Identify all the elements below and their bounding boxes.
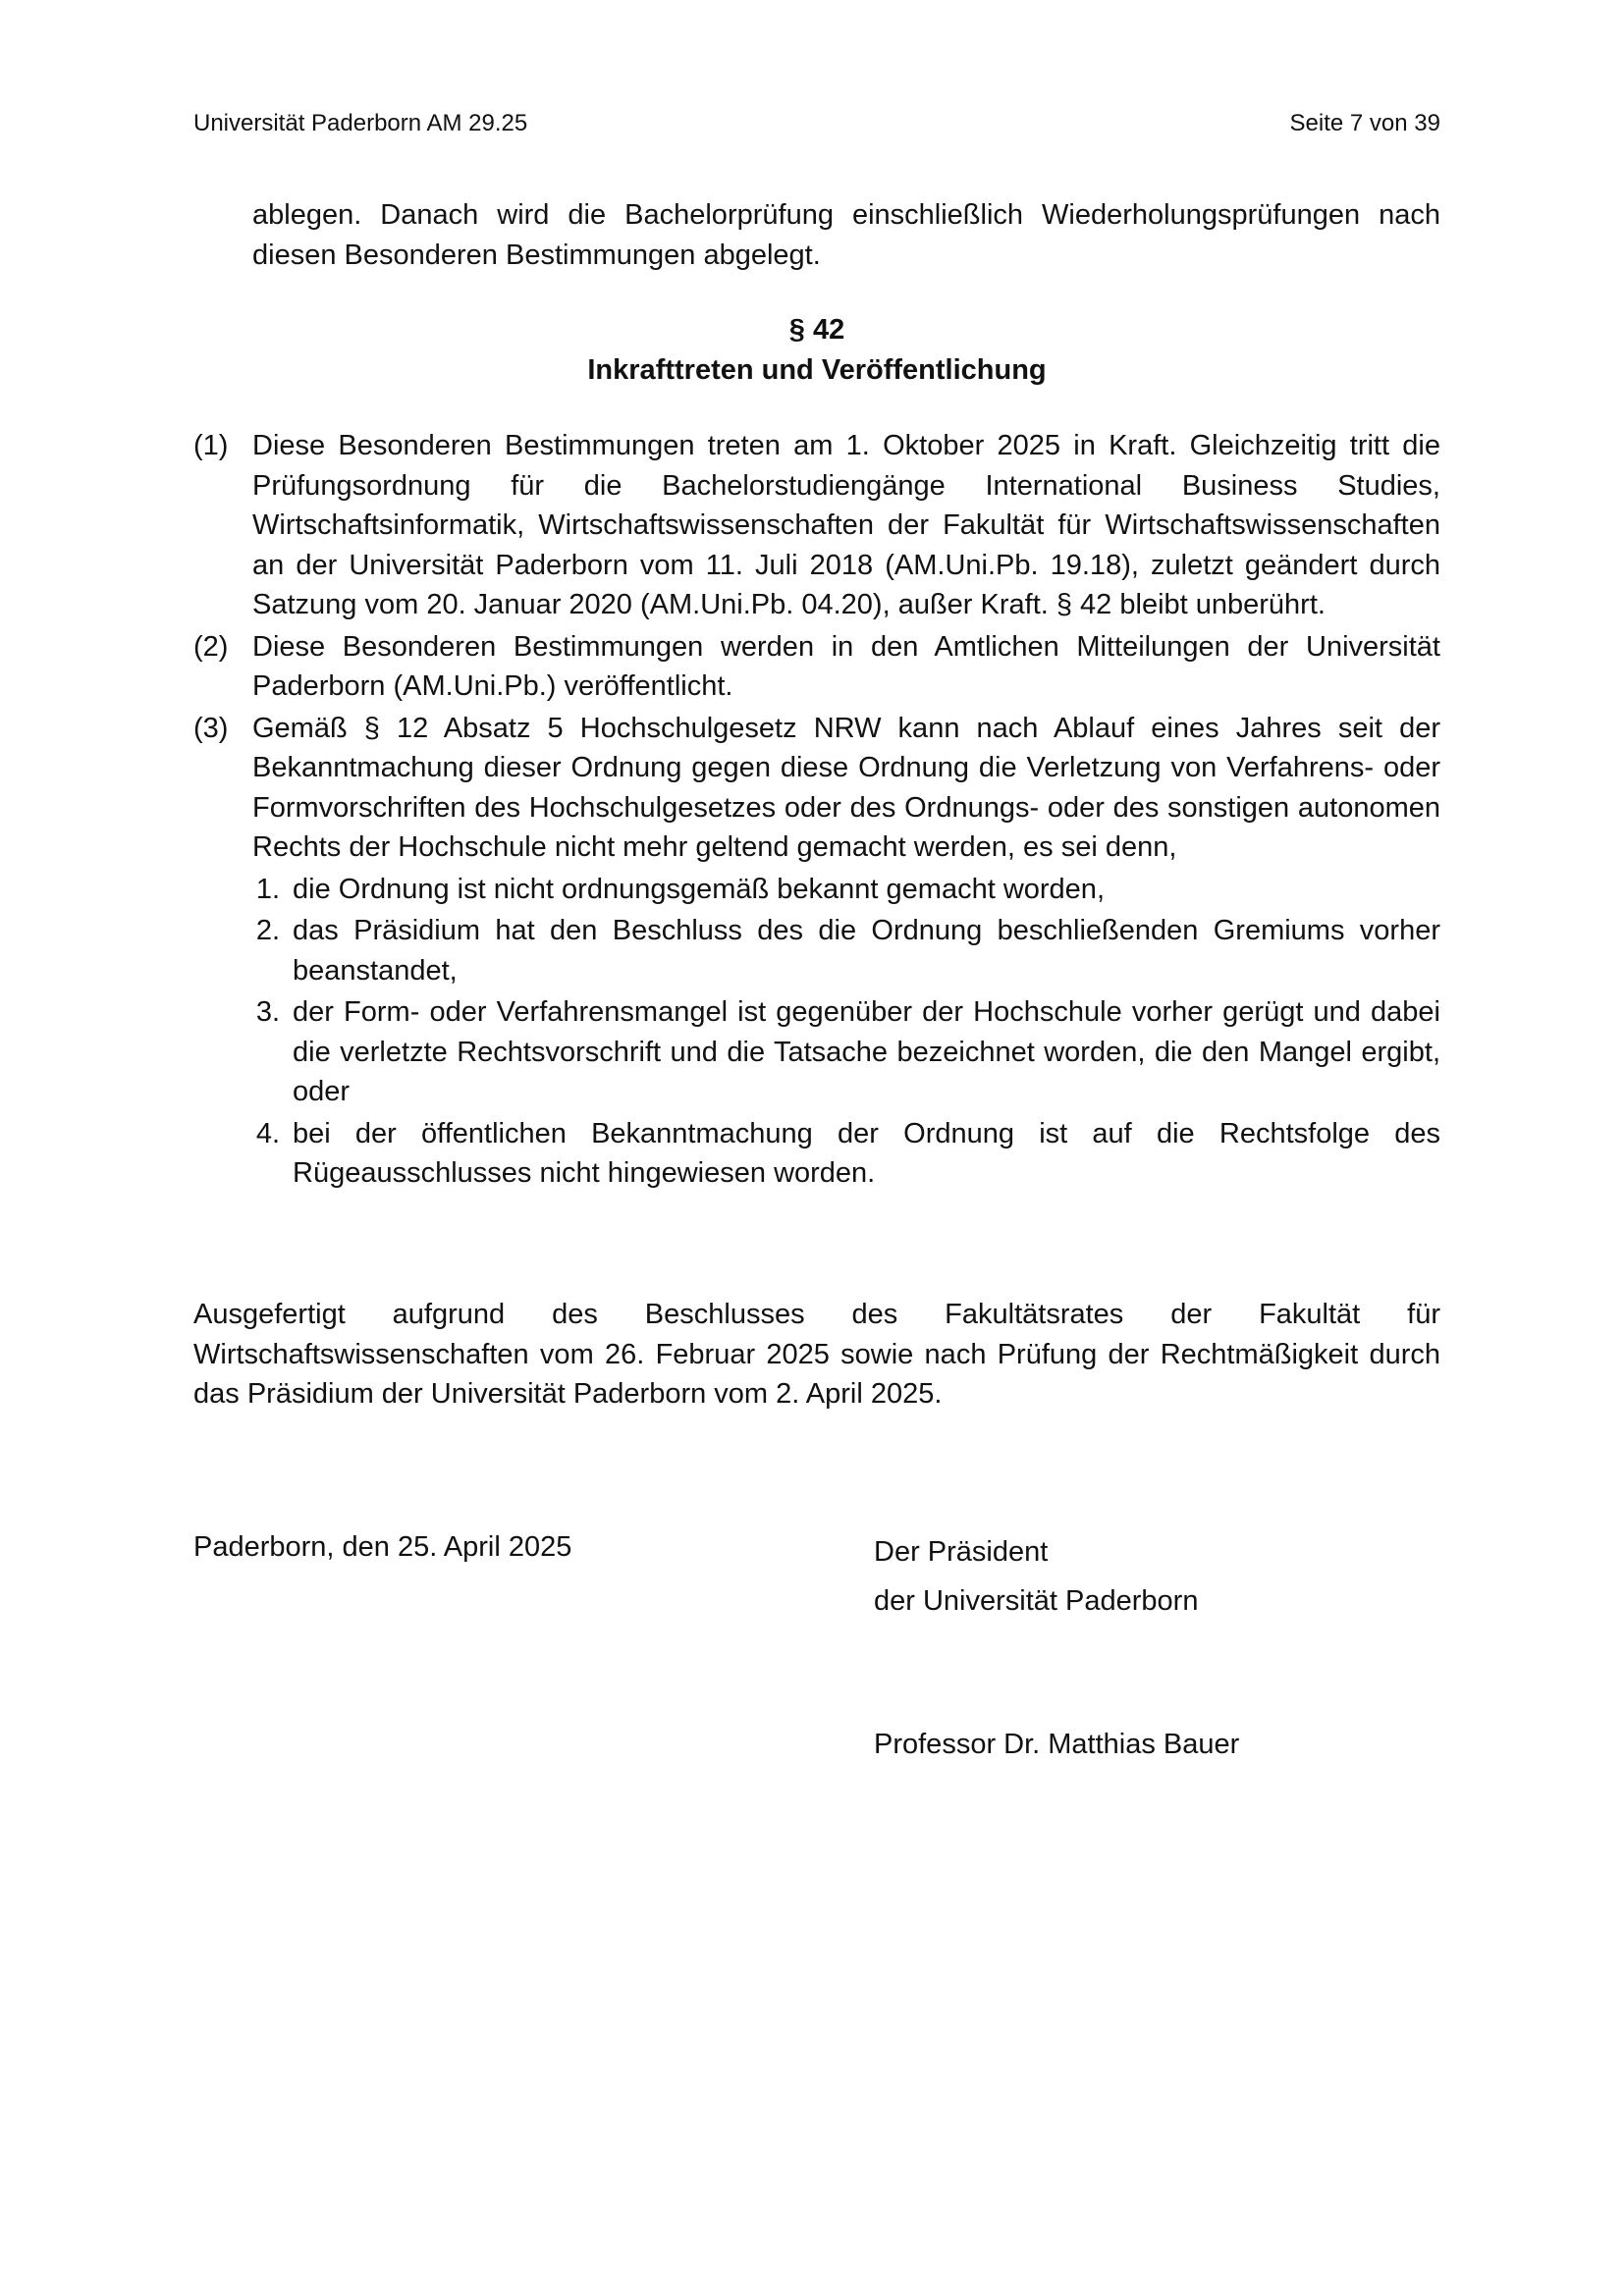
header-page-number: Seite 7 von 39 [1289,110,1440,136]
signer-title-line-1: Der Präsident [874,1536,1049,1568]
list-item [252,992,1440,1112]
list-item-text: das Präsidium hat den Beschluss des die Ordnung beschließenden Gremiums vorher beanstandet, [293,915,1440,987]
list-item [252,1114,1440,1194]
list-item-text: der Form- oder Verfahrensmangel ist gegenüber der Hochschule vorher gerügt und dabei die verletzte Rechtsvorschrift und die Tatsache bezeichnet worden, die den Mangel ergibt, oder [293,996,1440,1107]
clause-2 [193,627,1440,707]
intro-paragraph: ablegen. Danach wird die Bachelorprüfung einschließlich Wiederholungsprüfungen nach diesen Besonderen Bestimmungen abgelegt. [252,199,1440,271]
list-item-text: die Ordnung ist nicht ordnungsgemäß bekannt gemacht worden, [293,873,1105,905]
signer-title-line-2: der Universität Paderborn [874,1585,1199,1617]
list-item [252,911,1440,990]
clause-1 [193,426,1440,625]
page-header [193,104,1440,143]
clause-number: (1) [193,430,229,461]
clause-number: (3) [193,712,229,744]
closing-paragraph: Ausgefertigt aufgrund des Beschlusses des Fakultätsrates der Fakultät für Wirtschaftswissenschaften vom 26. Februar 2025 sowie nach Prüfung der Rechtmäßigkeit durch das Präsidium der Universität Paderborn vom 2. April 2025. [193,1299,1440,1410]
place-and-date: Paderborn, den 25. April 2025 [193,1531,572,1563]
section-number: § 42 [788,314,845,346]
clause-list [193,426,1440,1196]
section-title: Inkrafttreten und Veröffentlichung [587,353,1047,386]
enumerated-list [252,870,1440,1194]
list-item-text: bei der öffentlichen Bekanntmachung der Ordnung ist auf die Rechtsfolge des Rügeausschlusses nicht hingewiesen worden. [293,1117,1440,1189]
clause-number: (2) [193,630,229,663]
list-item-number: 4. [255,1117,280,1149]
clause-text: Diese Besonderen Bestimmungen werden in den Amtlichen Mitteilungen der Universität Paderborn (AM.Uni.Pb.) veröffentlicht. [252,630,1440,702]
list-item-number: 3. [255,996,280,1028]
clause-3 [193,709,1440,1194]
header-publication: Universität Paderborn AM 29.25 [193,110,528,136]
section-heading [193,310,1440,390]
clause-text: Gemäß § 12 Absatz 5 Hochschulgesetz NRW kann nach Ablauf eines Jahres seit der Bekanntmachung dieser Ordnung gegen diese Ordnung die Verletzung von Verfahrens- oder Formvorschriften des Hochschulgesetzes oder des Ordnungs- oder des sonstigen autonomen Rechts der Hochschule nicht mehr geltend gemacht werden, es sei denn, [252,712,1440,863]
signer-title [874,1527,1198,1626]
clause-text: Diese Besonderen Bestimmungen treten am 1. Oktober 2025 in Kraft. Gleichzeitig tritt die Prüfungsordnung für die Bachelorstudiengänge International Business Studies, Wirtschaftsinformatik, Wirtschaftswissenschaften der Fakultät für Wirtschaftswissenschaften an der Universität Paderborn vom 11. Juli 2018 (AM.Uni.Pb. 19.18), zuletzt geändert durch Satzung vom 20. Januar 2020 (AM.Uni.Pb. 04.20), außer Kraft. § 42 bleibt unberührt. [252,430,1440,620]
signer-name: Professor Dr. Matthias Bauer [874,1729,1240,1760]
list-item [252,870,1440,910]
list-item-number: 2. [255,915,280,946]
list-item-number: 1. [255,873,280,905]
